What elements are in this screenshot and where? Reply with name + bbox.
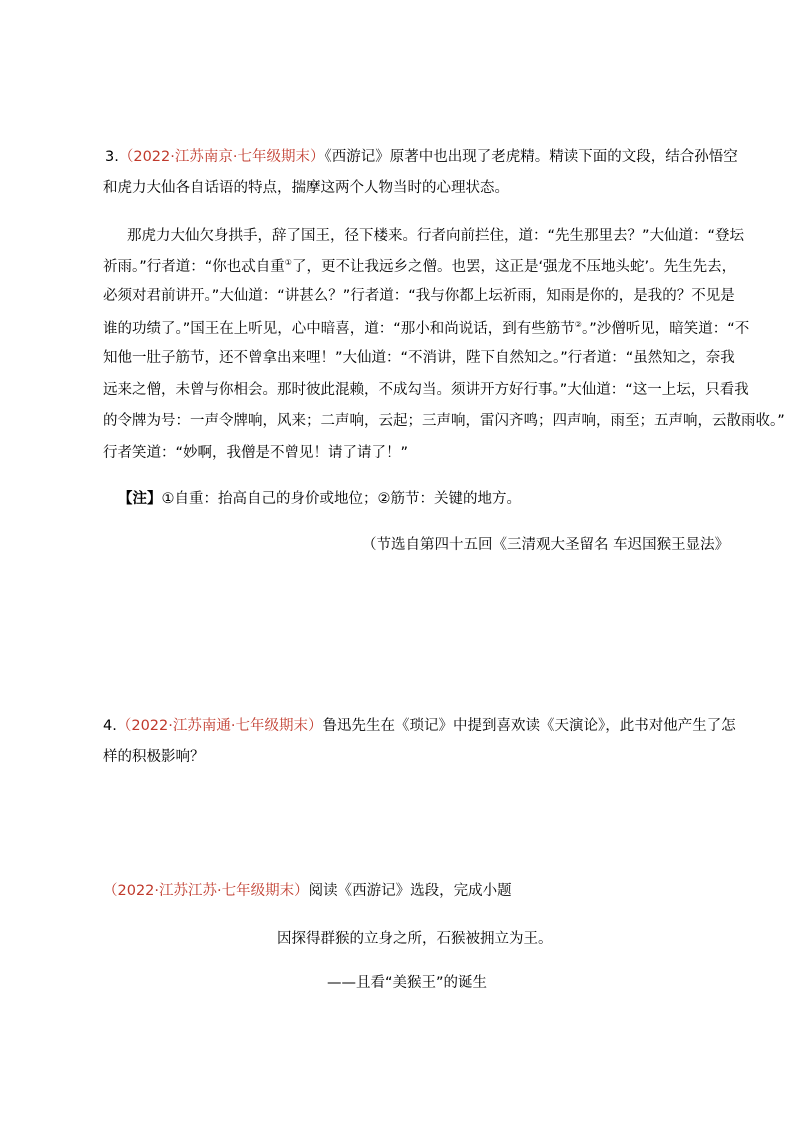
passage-line-2a: 祈雨。”行者道：“你也忒自重 — [103, 258, 285, 275]
question-5-source: （2022·江苏江苏·七年级期末） — [103, 883, 309, 899]
note-marker-2: ② — [574, 320, 582, 329]
note-label: 【注】 — [118, 491, 162, 507]
question-3-stem-line-1 — [105, 150, 738, 165]
question-4-source: （2022·江苏南通·七年级期末） — [116, 718, 323, 734]
question-3-stem-text-1: 《西游记》原著中也出现了老虎精。精读下面的文段，结合孙悟空 — [324, 149, 738, 165]
question-3-stem-line-2: 和虎力大仙各自话语的特点，揣摩这两个人物当时的心理状态。 — [103, 180, 509, 196]
annotation-note — [118, 492, 521, 507]
passage-line-4b: 。”沙僧听见，暗笑道：“不 — [581, 320, 750, 337]
question-4-stem-text-1: 鲁迅先生在《琐记》中提到喜欢读《天演论》，此书对他产生了怎 — [322, 718, 736, 734]
passage-line-4a: 谁的功绩了。”国王在上听见，心中暗喜，道：“那小和尚说话，到有些筋节 — [103, 320, 575, 337]
section-subtitle: ——且看“美猴王”的诞生 — [327, 975, 488, 991]
question-3-number: 3. — [105, 149, 119, 165]
passage-line-2 — [103, 259, 736, 274]
passage-line-2b: 了，更不让我远乡之僧。也罢，这正是‘强龙不压地头蛇’。先生先去， — [291, 258, 737, 275]
passage-citation: （节选自第四十五回《三清观大圣留名 车迟国猴王显法》 — [362, 537, 730, 553]
passage-line-4 — [103, 321, 749, 336]
passage-line-3: 必须对君前讲开。”大仙道：“讲甚么？”行者道：“我与你都上坛祈雨，知雨是你的，是我的？不见是 — [103, 288, 735, 304]
note-text: ①自重：抬高自己的身价或地位；②筋节：关键的地方。 — [161, 491, 521, 507]
question-4-stem-line-2: 样的积极影响？ — [103, 749, 205, 765]
passage-line-8: 行者笑道：“妙啊，我僧是不曾见！请了请了！” — [103, 445, 409, 461]
section-title: 因探得群猴的立身之所，石猴被拥立为王。 — [277, 931, 553, 947]
passage-line-1: 那虎力大仙欠身拱手，辞了国王，径下楼来。行者向前拦住，道：“先生那里去？”大仙道：“登坛 — [127, 228, 745, 244]
passage-line-6: 远来之僧，未曾与你相会。那时彼此混赖，不成勾当。须讲开方好行事。”大仙道：“这一上坛，只看我 — [103, 382, 749, 398]
question-5-stem — [103, 884, 512, 899]
question-3-source: （2022·江苏南京·七年级期末） — [118, 149, 325, 165]
question-4-stem-line-1 — [103, 719, 736, 734]
question-4-number: 4. — [103, 718, 117, 734]
passage-line-5: 知他一肚子筋节，还不曾拿出来哩！”大仙道：“不消讲，陛下自然知之。”行者道：“虽然知之，奈我 — [103, 350, 735, 366]
passage-line-7: 的令牌为号：一声令牌响，风来；二声响，云起；三声响，雷闪齐鸣；四声响，雨至；五声响，云散雨收。” — [103, 413, 785, 429]
question-5-stem-text: 阅读《西游记》选段，完成小题 — [308, 883, 512, 899]
note-marker-1: ① — [284, 258, 292, 267]
